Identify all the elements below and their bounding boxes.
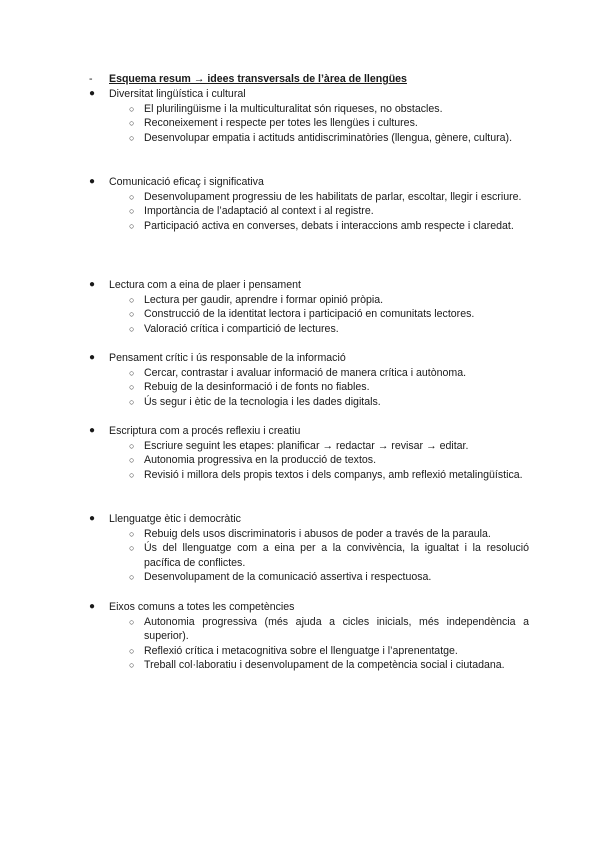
circle-bullet-icon: ○ — [129, 455, 135, 466]
section-pensament-critic — [89, 351, 529, 409]
list-item-text: Ús segur i ètic de la tecnologia i les dades digitals. — [144, 395, 381, 408]
list-item-text: Rebuig dels usos discriminatoris i abusos de poder a través de la paraula. — [144, 527, 491, 540]
section-heading-text: Llenguatge ètic i democràtic — [109, 513, 241, 525]
list-item — [89, 307, 529, 322]
list-item-text: Reflexió crítica i metacognitiva sobre el llenguatge i l’aprenentatge. — [144, 644, 458, 657]
circle-bullet-icon: ○ — [129, 309, 135, 320]
list-item-text: Participació activa en converses, debats i interaccions amb respecte i claredat. — [144, 219, 514, 232]
section-llenguatge-etic — [89, 512, 529, 585]
list-item-text: Cercar, contrastar i avaluar informació de manera crítica i autònoma. — [144, 366, 467, 379]
list-item — [89, 116, 529, 131]
bullet-icon: ● — [89, 352, 96, 363]
section-lectura — [89, 278, 529, 336]
list-item-text: Desenvolupament de la comunicació assertiva i respectuosa. — [144, 571, 432, 584]
section-heading — [89, 87, 529, 102]
circle-bullet-icon: ○ — [129, 543, 135, 554]
section-heading-text: Lectura com a eina de plaer i pensament — [109, 279, 301, 291]
list-item — [89, 366, 529, 381]
list-item — [89, 644, 529, 659]
circle-bullet-icon: ○ — [129, 118, 135, 129]
list-item-text: Escriure seguint les etapes: planificar → redactar → revisar → editar. — [144, 439, 469, 452]
circle-bullet-icon: ○ — [129, 323, 135, 334]
circle-bullet-icon: ○ — [129, 220, 135, 231]
circle-bullet-icon: ○ — [129, 440, 135, 451]
title-text: Esquema resum → idees transversals de l’àrea de llengües — [109, 73, 407, 85]
list-item-text: Importància de l’adaptació al context i al registre. — [144, 205, 374, 218]
list-item — [89, 395, 529, 410]
section-heading — [89, 278, 529, 293]
bullet-icon: ● — [89, 601, 96, 612]
list-item — [89, 658, 529, 673]
list-item — [89, 570, 529, 585]
circle-bullet-icon: ○ — [129, 382, 135, 393]
bullet-icon: ● — [89, 88, 96, 99]
list-item-text: Reconeixement i respecte per totes les llengües i cultures. — [144, 117, 418, 130]
list-item — [89, 541, 529, 570]
list-item-text: El plurilingüisme i la multiculturalitat són riqueses, no obstacles. — [144, 102, 443, 115]
circle-bullet-icon: ○ — [129, 206, 135, 217]
list-item — [89, 439, 529, 454]
list-item — [89, 380, 529, 395]
list-item-text: Valoració crítica i compartició de lectures. — [144, 322, 339, 335]
section-heading — [89, 175, 529, 190]
section-heading-text: Pensament crític i ús responsable de la informació — [109, 352, 346, 364]
section-heading-text: Escriptura com a procés reflexiu i creatiu — [109, 425, 301, 437]
circle-bullet-icon: ○ — [129, 469, 135, 480]
title-dash: - — [89, 73, 93, 85]
circle-bullet-icon: ○ — [129, 572, 135, 583]
list-item-text: Revisió i millora dels propis textos i dels companys, amb reflexió metalingüística. — [144, 468, 523, 481]
list-item-text: Treball col·laboratiu i desenvolupament de la competència social i ciutadana. — [144, 659, 505, 672]
circle-bullet-icon: ○ — [129, 396, 135, 407]
list-item-text: Autonomia progressiva en la producció de textos. — [144, 454, 377, 467]
section-comunicacio — [89, 175, 529, 233]
section-heading-text: Comunicació eficaç i significativa — [109, 176, 264, 188]
section-heading — [89, 424, 529, 439]
list-item — [89, 453, 529, 468]
bullet-icon: ● — [89, 425, 96, 436]
list-item — [89, 527, 529, 542]
list-item-text: Rebuig de la desinformació i de fonts no fiables. — [144, 381, 370, 394]
list-item — [89, 322, 529, 337]
bullet-icon: ● — [89, 176, 96, 187]
list-item-text: Lectura per gaudir, aprendre i formar opinió pròpia. — [144, 293, 384, 306]
section-escriptura — [89, 424, 529, 482]
circle-bullet-icon: ○ — [129, 660, 135, 671]
circle-bullet-icon: ○ — [129, 367, 135, 378]
section-heading — [89, 512, 529, 527]
section-diversitat — [89, 87, 529, 145]
list-item — [89, 131, 529, 146]
list-item-text: Ús del llenguatge com a eina per a la convivència, la igualtat i la resolució pacífica de conflictes. — [144, 542, 529, 569]
section-heading — [89, 600, 529, 615]
list-item — [89, 190, 529, 205]
section-heading — [89, 351, 529, 366]
list-item-text: Desenvolupament progressiu de les habilitats de parlar, escoltar, llegir i escriure. — [144, 190, 522, 203]
circle-bullet-icon: ○ — [129, 616, 135, 627]
list-item — [89, 468, 529, 483]
circle-bullet-icon: ○ — [129, 528, 135, 539]
circle-bullet-icon: ○ — [129, 132, 135, 143]
section-heading-text: Eixos comuns a totes les competències — [109, 601, 295, 613]
section-heading-text: Diversitat lingüística i cultural — [109, 88, 246, 100]
circle-bullet-icon: ○ — [129, 294, 135, 305]
list-item — [89, 293, 529, 308]
list-item-text: Construcció de la identitat lectora i participació en comunitats lectores. — [144, 308, 475, 321]
list-item — [89, 615, 529, 644]
list-item-text: Desenvolupar empatia i actituds antidiscriminatòries (llengua, gènere, cultura). — [144, 131, 513, 144]
circle-bullet-icon: ○ — [129, 103, 135, 114]
section-eixos-comuns — [89, 600, 529, 673]
bullet-icon: ● — [89, 279, 96, 290]
circle-bullet-icon: ○ — [129, 645, 135, 656]
bullet-icon: ● — [89, 513, 96, 524]
list-item — [89, 219, 529, 234]
list-item-text: Autonomia progressiva (més ajuda a cicles inicials, més independència a superior). — [144, 615, 529, 643]
circle-bullet-icon: ○ — [129, 191, 135, 202]
list-item — [89, 102, 529, 117]
list-item — [89, 204, 529, 219]
